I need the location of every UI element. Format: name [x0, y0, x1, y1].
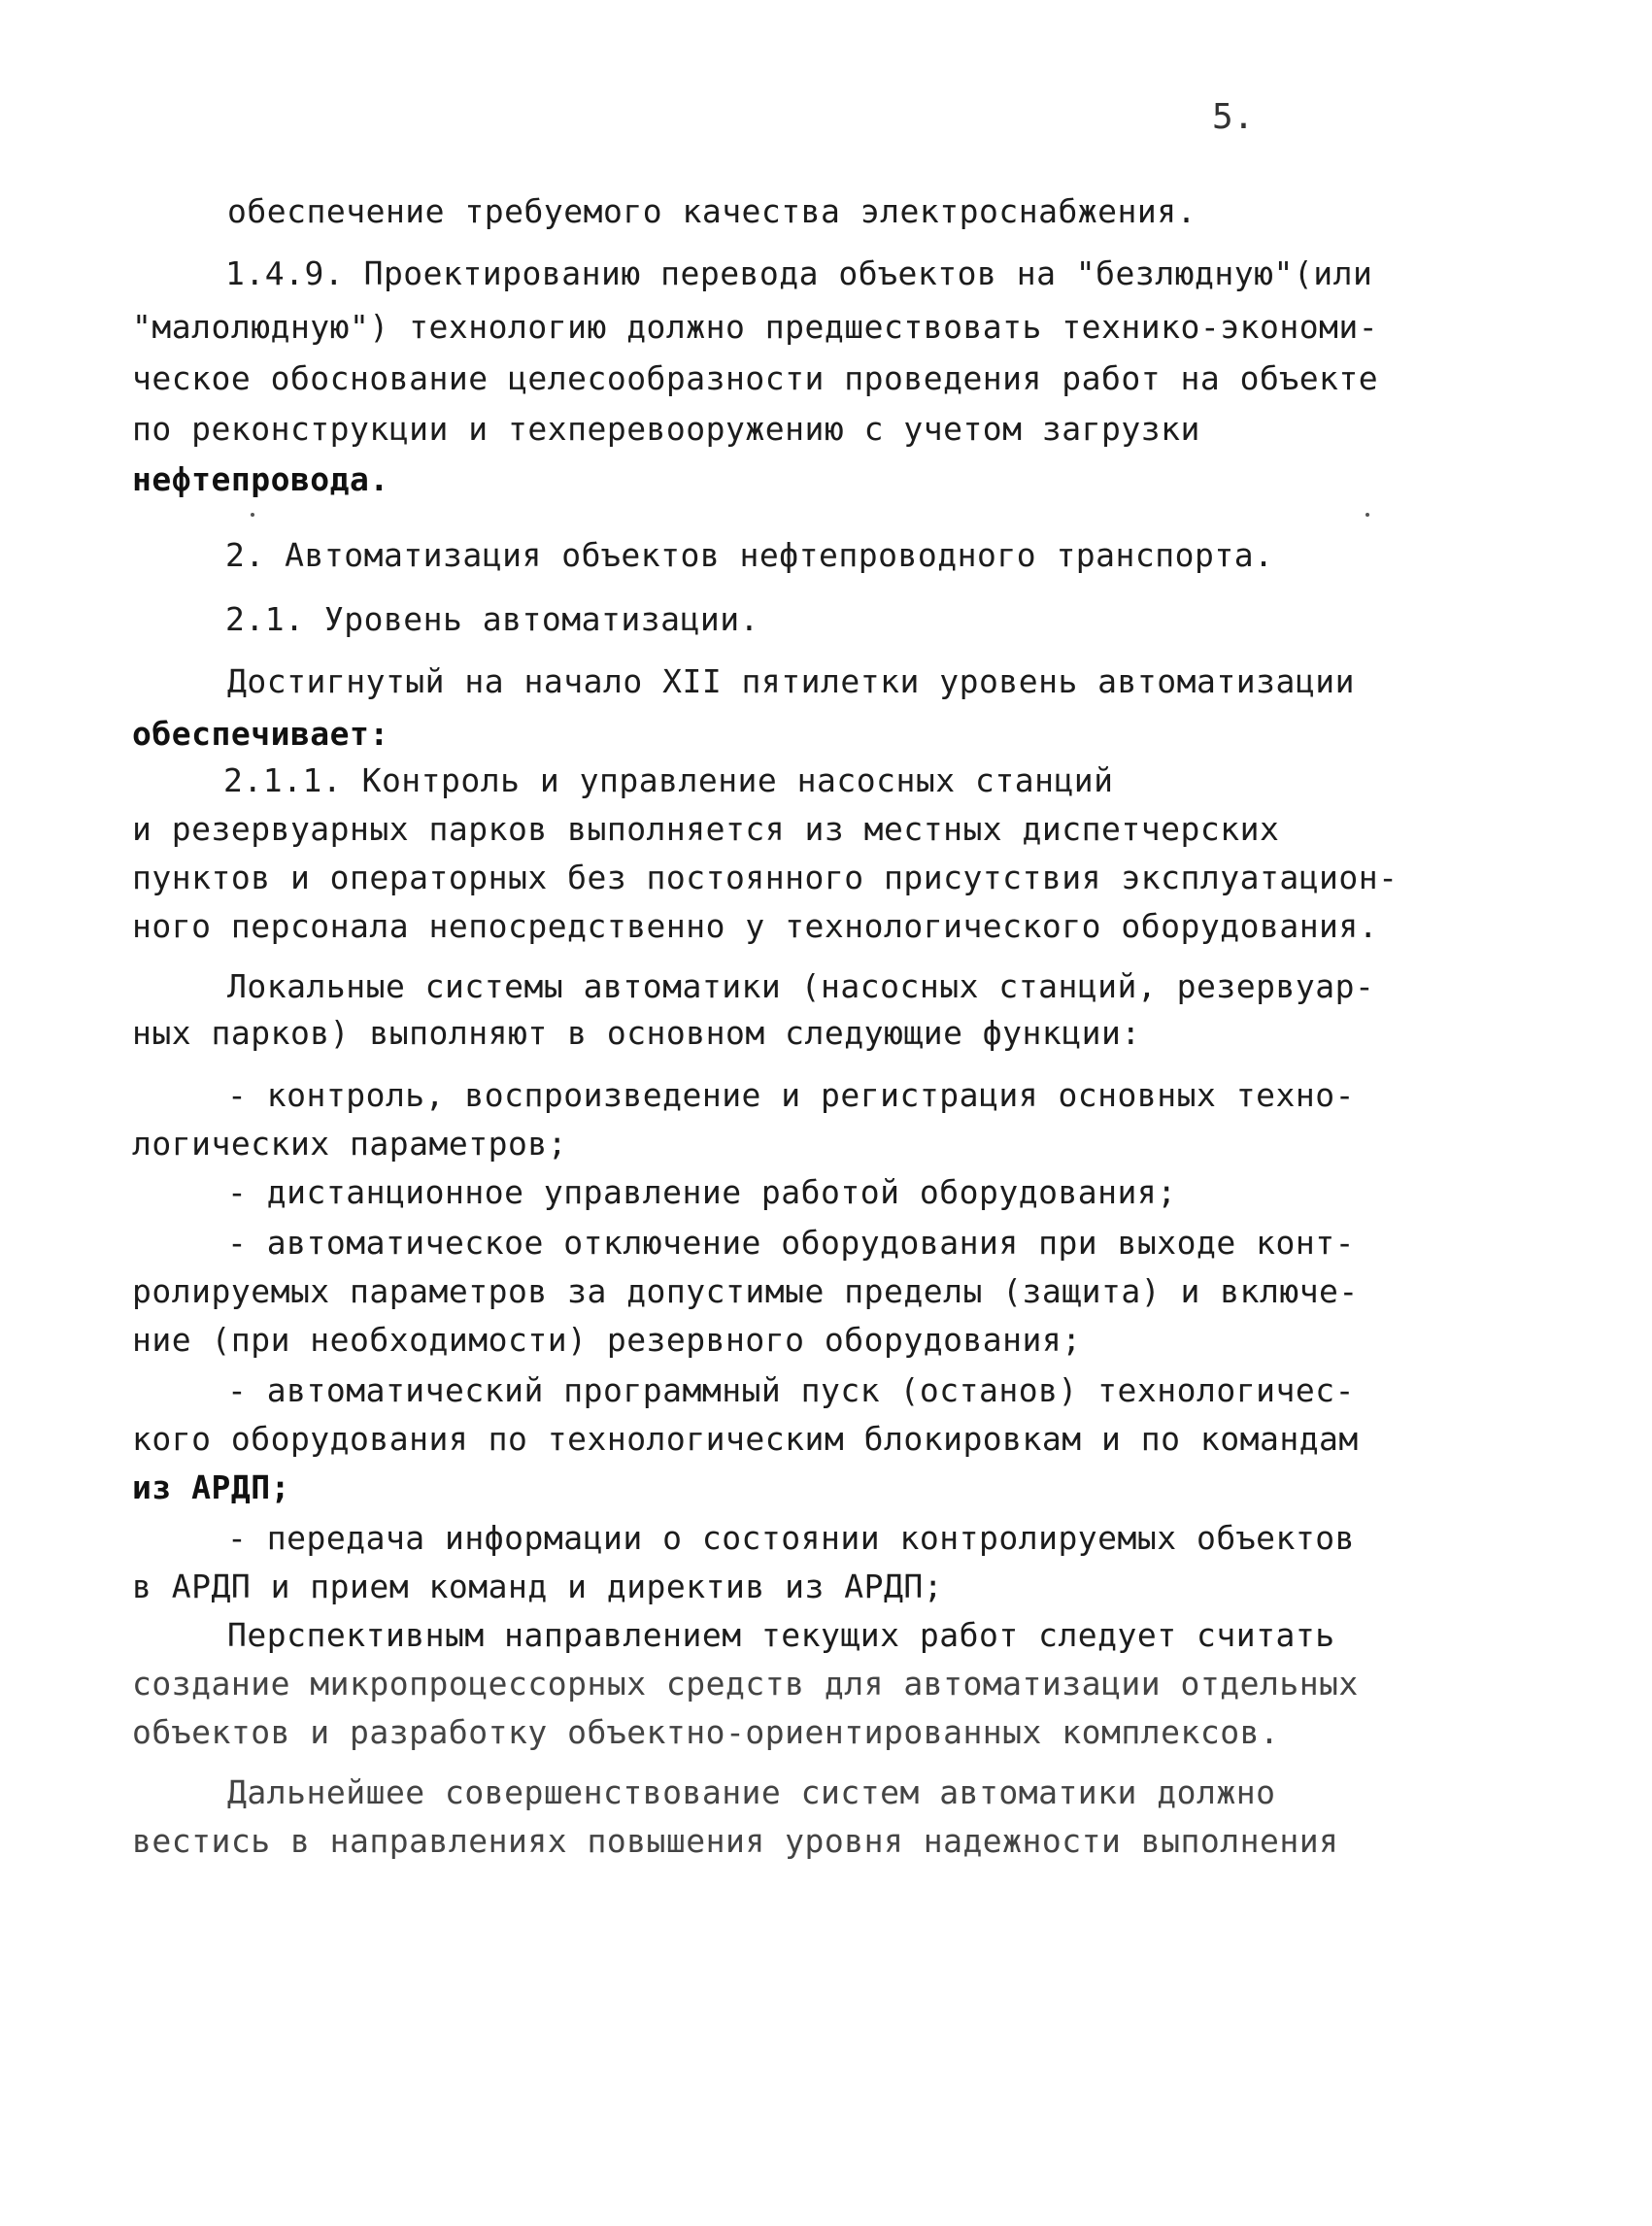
list-item: - автоматическое отключение оборудования при выходе конт-: [227, 1224, 1355, 1262]
section-heading: 1.4.9. Проектированию перевода объектов на "безлюдную"(или: [225, 254, 1373, 292]
section-heading: 2. Автоматизация объектов нефтепроводного транспорта.: [225, 536, 1274, 574]
text-line: кого оборудования по технологическим блокировкам и по командам: [132, 1420, 1359, 1458]
text-line: вестись в направлениях повышения уровня надежности выполнения: [132, 1822, 1339, 1860]
clause-heading: 2.1.1. Контроль и управление насосных станций: [223, 761, 1114, 799]
text-line: логических параметров;: [132, 1125, 568, 1163]
page-number: 5.: [1212, 97, 1255, 137]
text-line: объектов и разработку объектно-ориентированных комплексов.: [132, 1713, 1280, 1751]
subsection-heading: 2.1. Уровень автоматизации.: [225, 600, 759, 638]
text-line: "малолюдную") технологию должно предшествовать технико-экономи-: [132, 308, 1379, 346]
text-line: в АРДП и прием команд и директив из АРДП;: [132, 1568, 944, 1605]
text-line: Дальнейшее совершенствование систем автоматики должно: [227, 1773, 1276, 1811]
text-line: и резервуарных парков выполняется из местных диспетчерских: [132, 810, 1280, 848]
text-line: по реконструкции и техперевооружению с учетом загрузки: [132, 410, 1200, 448]
text-line: ролируемых параметров за допустимые пределы (защита) и включе-: [132, 1272, 1359, 1310]
text-line: Локальные системы автоматики (насосных станций, резервуар-: [227, 967, 1375, 1005]
text-line: нефтепровода.: [132, 460, 389, 498]
text-line: ного персонала непосредственно у технологического оборудования.: [132, 907, 1379, 945]
list-item: - контроль, воспроизведение и регистрация основных техно-: [227, 1076, 1355, 1114]
text-line: ние (при необходимости) резервного оборудования;: [132, 1321, 1082, 1359]
scan-speck: [251, 513, 254, 517]
text-line: из АРДП;: [132, 1468, 290, 1506]
text-line: Перспективным направлением текущих работ следует считать: [227, 1616, 1335, 1654]
list-item: - дистанционное управление работой оборудования;: [227, 1173, 1177, 1211]
text-line: создание микропроцессорных средств для автоматизации отдельных: [132, 1665, 1359, 1703]
text-line: обеспечивает:: [132, 715, 389, 753]
list-item: - автоматический программный пуск (останов) технологичес-: [227, 1371, 1355, 1409]
text-line: пунктов и операторных без постоянного присутствия эксплуатацион-: [132, 859, 1399, 896]
list-item: - передача информации о состоянии контролируемых объектов: [227, 1519, 1355, 1557]
scan-speck: [1365, 513, 1369, 517]
text-line: ных парков) выполняют в основном следующие функции:: [132, 1014, 1141, 1052]
text-line: обеспечение требуемого качества электроснабжения.: [227, 192, 1197, 230]
text-line: Достигнутый на начало XII пятилетки уровень автоматизации: [227, 662, 1355, 700]
text-line: ческое обоснование целесообразности проведения работ на объекте: [132, 359, 1379, 397]
